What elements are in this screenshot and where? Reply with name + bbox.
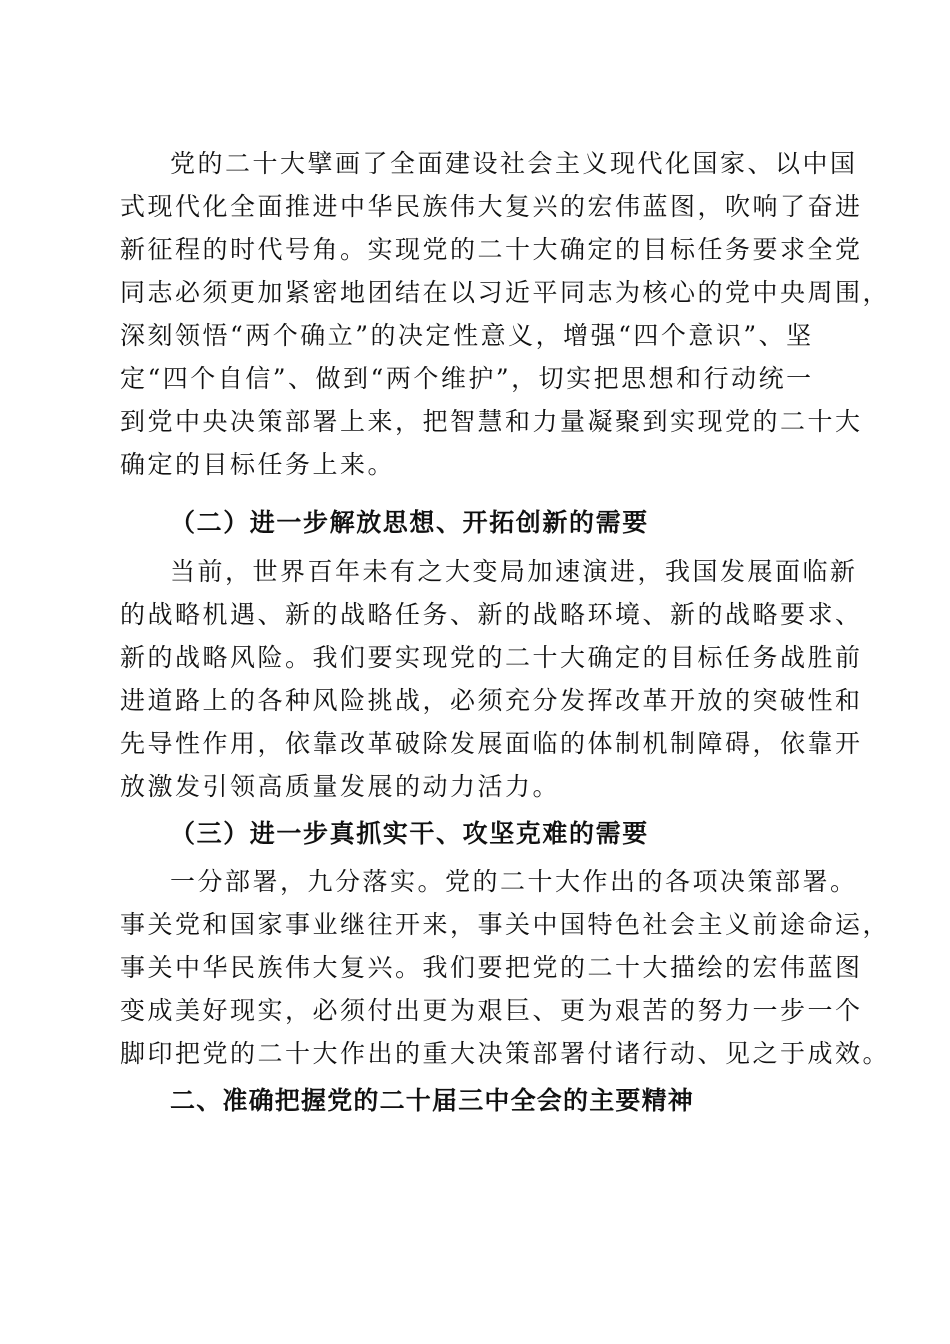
paragraph-line: 新征程的时代号角。实现党的二十大确定的目标任务要求全党 [120, 235, 863, 264]
section-heading: 二、准确把握党的二十届三中全会的主要精神 [170, 1086, 695, 1115]
paragraph-line: 确定的目标任务上来。 [120, 450, 396, 479]
subheading-3: （三）进一步真抓实干、攻坚克难的需要 [170, 819, 649, 848]
paragraph-line: 脚印把党的二十大作出的重大决策部署付诸行动、见之于成效。 [120, 1039, 891, 1068]
paragraph-line: 当前，世界百年未有之大变局加速演进，我国发展面临新 [170, 557, 858, 586]
subheading-2: （二）进一步解放思想、开拓创新的需要 [170, 508, 649, 537]
paragraph-line: 事关党和国家事业继往开来，事关中国特色社会主义前途命运， [120, 910, 891, 939]
paragraph-line: 到党中央决策部署上来，把智慧和力量凝聚到实现党的二十大 [120, 407, 863, 436]
paragraph-line: 定“四个自信”、做到“两个维护”，切实把思想和行动统一 [120, 364, 814, 393]
paragraph-line: 式现代化全面推进中华民族伟大复兴的宏伟蓝图，吹响了奋进 [120, 192, 863, 221]
paragraph-line: 同志必须更加紧密地团结在以习近平同志为核心的党中央周围， [120, 278, 891, 307]
paragraph-line: 党的二十大擘画了全面建设社会主义现代化国家、以中国 [170, 149, 858, 178]
paragraph-line: 先导性作用，依靠改革破除发展面临的体制机制障碍，依靠开 [120, 729, 863, 758]
paragraph-line: 新的战略风险。我们要实现党的二十大确定的目标任务战胜前 [120, 643, 863, 672]
paragraph-line: 放激发引领高质量发展的动力活力。 [120, 772, 561, 801]
paragraph-line: 的战略机遇、新的战略任务、新的战略环境、新的战略要求、 [120, 600, 863, 629]
paragraph-line: 进道路上的各种风险挑战，必须充分发挥改革开放的突破性和 [120, 686, 863, 715]
paragraph-line: 事关中华民族伟大复兴。我们要把党的二十大描绘的宏伟蓝图 [120, 953, 863, 982]
paragraph-line: 深刻领悟“两个确立”的决定性意义，增强“四个意识”、坚 [120, 321, 814, 350]
paragraph-line: 变成美好现实，必须付出更为艰巨、更为艰苦的努力一步一个 [120, 996, 863, 1025]
paragraph-line: 一分部署，九分落实。党的二十大作出的各项决策部署。 [170, 867, 858, 896]
